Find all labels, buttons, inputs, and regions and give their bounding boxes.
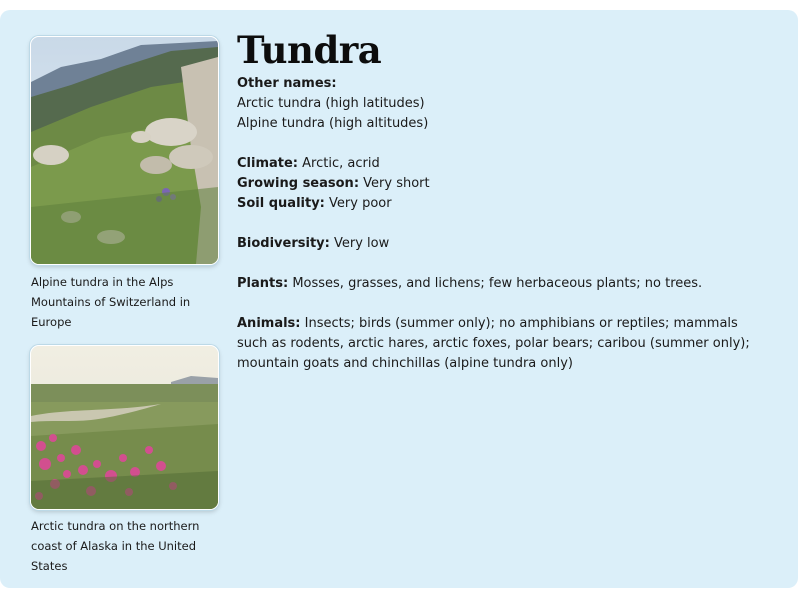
other-name-item: Arctic tundra (high latitudes) [237, 96, 425, 111]
other-name-item: Alpine tundra (high altitudes) [237, 116, 429, 131]
plants-row [237, 274, 767, 294]
other-names-label: Other names: [237, 76, 337, 91]
soil-quality-label: Soil quality: [237, 196, 325, 211]
growing-season-row [237, 174, 767, 194]
soil-quality-value: Very poor [329, 196, 392, 211]
climate-label: Climate: [237, 156, 299, 171]
arctic-tundra-photo [30, 345, 219, 510]
plants-label: Plants: [237, 276, 289, 291]
alpine-tundra-caption: Alpine tundra in the Alps Mountains of Switzerland in Europe [31, 275, 191, 329]
biodiversity-label: Biodiversity: [237, 236, 330, 251]
animals-label: Animals: [237, 316, 301, 331]
growing-season-value: Very short [363, 176, 430, 191]
alpine-tundra-photo [30, 36, 219, 265]
page-title: Tundra [237, 28, 382, 72]
climate-value: Arctic, acrid [302, 156, 380, 171]
biodiversity-value: Very low [333, 236, 390, 251]
growing-season-label: Growing season: [237, 176, 360, 191]
biodiversity-row [237, 234, 767, 254]
animals-value: Insects; birds (summer only); no amphibians or reptiles; mammals such as rodents, arctic hares, arctic foxes, polar bears; caribou (summer only); mountain goats and chinchillas (alpine tundra only) [237, 316, 750, 371]
tundra-description [237, 26, 767, 374]
other-names-heading [237, 74, 767, 94]
climate-row [237, 154, 767, 174]
soil-quality-row [237, 194, 767, 214]
animals-row [237, 314, 767, 374]
arctic-tundra-caption: Arctic tundra on the northern coast of Alaska in the United States [31, 519, 200, 573]
plants-value: Mosses, grasses, and lichens; few herbaceous plants; no trees. [292, 276, 703, 291]
